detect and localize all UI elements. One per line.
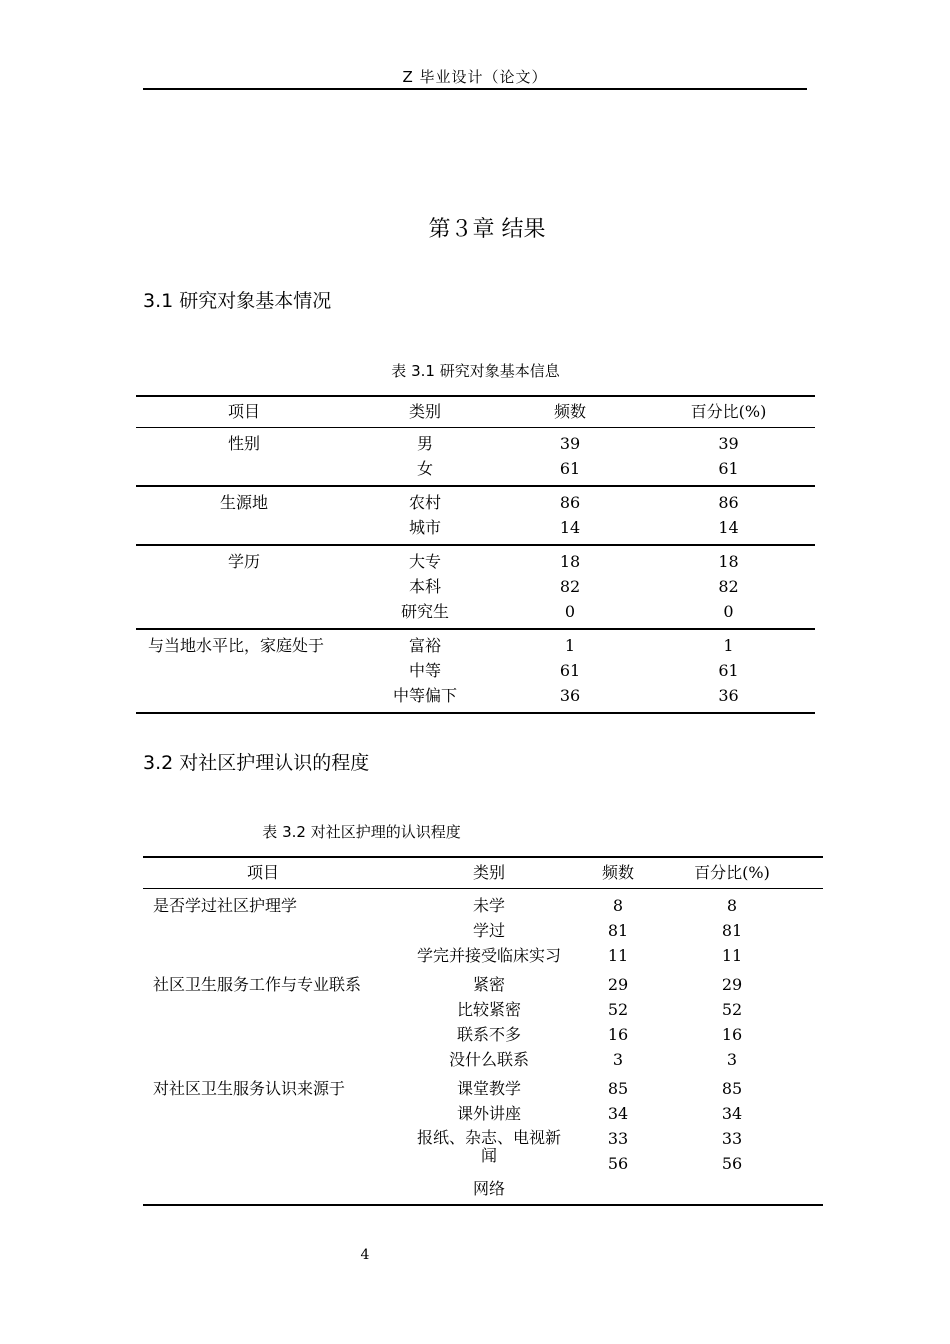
frequency-cell: 0 — [564, 602, 576, 621]
percent-value: 56 — [721, 1154, 743, 1173]
frequency-cell — [595, 1126, 641, 1176]
table-group — [136, 545, 815, 629]
table-3-2 — [143, 856, 823, 1206]
table-row — [136, 599, 815, 629]
table-row — [143, 1126, 823, 1176]
page-number: 4 — [360, 1247, 370, 1263]
percent-cell: 36 — [718, 686, 739, 705]
header-cell: 百分比(%) — [694, 863, 770, 882]
table-row — [143, 889, 823, 919]
category-cell: 本科 — [408, 577, 441, 596]
category-cell: 没什么联系 — [448, 1050, 529, 1069]
table-row — [143, 1072, 823, 1101]
percent-cell: 29 — [721, 975, 743, 994]
percent-cell: 52 — [721, 1000, 743, 1019]
category-cell: 比较紧密 — [456, 1000, 521, 1019]
section-title-3-2: 3.2 对社区护理认识的程度 — [143, 752, 370, 774]
percent-cell: 1 — [723, 636, 734, 655]
category-cell: 中等偏下 — [392, 686, 457, 705]
frequency-cell: 11 — [607, 946, 629, 965]
table-row — [143, 918, 823, 943]
percent-cell: 81 — [721, 921, 743, 940]
header-cell: 类别 — [472, 863, 505, 882]
section-title-3-1: 3.1 研究对象基本情况 — [143, 290, 332, 312]
table-row — [136, 629, 815, 658]
frequency-cell: 29 — [607, 975, 629, 994]
table-row — [143, 1101, 823, 1126]
category-cell: 学过 — [472, 921, 505, 940]
category-cell: 未学 — [472, 896, 505, 915]
table-row — [143, 943, 823, 968]
category-cell: 联系不多 — [456, 1025, 521, 1044]
category-cell: 紧密 — [472, 975, 505, 994]
frequency-cell: 36 — [559, 686, 581, 705]
frequency-value: 33 — [607, 1129, 629, 1148]
item-cell: 对社区卫生服务认识来源于 — [153, 1079, 346, 1098]
header-cell: 项目 — [227, 402, 260, 421]
header-cell: 项目 — [246, 863, 279, 882]
frequency-cell: 86 — [559, 493, 581, 512]
percent-cell: 34 — [721, 1104, 743, 1123]
percent-cell: 16 — [721, 1025, 743, 1044]
frequency-cell: 34 — [607, 1104, 629, 1123]
frequency-cell: 8 — [612, 896, 624, 915]
frequency-cell: 85 — [607, 1079, 629, 1098]
category-cell: 男 — [416, 434, 433, 453]
table-header-row — [136, 396, 815, 428]
category-cell: 女 — [416, 459, 433, 478]
table-caption-3-1: 表 3.1 研究对象基本信息 — [391, 362, 560, 380]
category-cell: 课外讲座 — [456, 1104, 521, 1123]
frequency-cell: 1 — [564, 636, 576, 655]
header-cell: 类别 — [408, 402, 441, 421]
table-row — [143, 997, 823, 1022]
percent-cell: 0 — [723, 602, 734, 621]
page-header: Z 毕业设计（论文） — [402, 68, 548, 86]
table-row — [143, 1047, 823, 1072]
table-group — [136, 629, 815, 713]
table-header-row — [143, 857, 823, 889]
percent-cell: 8 — [726, 896, 738, 915]
percent-cell: 18 — [718, 552, 739, 571]
frequency-cell: 39 — [559, 434, 581, 453]
category-cell: 中等 — [408, 661, 441, 680]
percent-cell: 82 — [718, 577, 739, 596]
percent-cell: 61 — [718, 459, 739, 478]
frequency-cell: 61 — [559, 661, 581, 680]
percent-cell: 86 — [718, 493, 739, 512]
category-cell: 农村 — [408, 493, 441, 512]
percent-cell: 3 — [726, 1050, 738, 1069]
table-group — [136, 486, 815, 545]
item-cell: 性别 — [227, 434, 260, 453]
frequency-cell: 18 — [559, 552, 581, 571]
table-row — [136, 486, 815, 515]
header-rule — [143, 88, 807, 90]
percent-cell — [641, 1126, 823, 1176]
category-text-continued: 闻 — [480, 1146, 497, 1165]
table-row — [136, 428, 815, 457]
table-caption-3-2: 表 3.2 对社区护理的认识程度 — [262, 823, 461, 841]
frequency-cell: 52 — [607, 1000, 629, 1019]
percent-cell: 39 — [718, 434, 739, 453]
category-cell — [383, 1126, 595, 1176]
frequency-cell: 3 — [612, 1050, 624, 1069]
table-row — [143, 968, 823, 997]
table-row — [136, 456, 815, 486]
frequency-cell: 81 — [607, 921, 629, 940]
percent-cell: 61 — [718, 661, 739, 680]
category-cell: 富裕 — [408, 636, 441, 655]
chapter-title: 第３章 结果 — [428, 217, 546, 242]
table-group — [136, 428, 815, 487]
percent-cell: 14 — [718, 518, 739, 537]
table-row — [143, 1022, 823, 1047]
table-row — [136, 574, 815, 599]
frequency-cell: 82 — [559, 577, 581, 596]
header-cell: 百分比(%) — [690, 402, 767, 421]
category-text: 报纸、杂志、电视新 — [416, 1128, 561, 1147]
category-cell: 学完并接受临床实习 — [416, 946, 561, 965]
category-cell: 网络 — [472, 1179, 505, 1198]
header-cell: 频数 — [601, 863, 634, 882]
table-row — [136, 683, 815, 713]
category-cell: 大专 — [408, 552, 441, 571]
item-cell: 社区卫生服务工作与专业联系 — [153, 975, 362, 994]
item-cell: 是否学过社区护理学 — [153, 896, 298, 915]
percent-cell: 85 — [721, 1079, 743, 1098]
category-cell: 城市 — [408, 518, 441, 537]
frequency-cell: 61 — [559, 459, 581, 478]
item-cell: 学历 — [227, 552, 260, 571]
frequency-cell: 14 — [559, 518, 581, 537]
frequency-cell: 16 — [607, 1025, 629, 1044]
category-cell: 研究生 — [400, 602, 449, 621]
percent-value: 33 — [721, 1129, 743, 1148]
table-row — [143, 1176, 823, 1205]
table-row — [136, 515, 815, 545]
percent-cell: 11 — [721, 946, 743, 965]
table-row — [136, 545, 815, 574]
table-body — [143, 889, 823, 1206]
frequency-value: 56 — [607, 1154, 629, 1173]
item-cell: 生源地 — [219, 493, 268, 512]
header-cell: 频数 — [553, 402, 586, 421]
category-cell: 课堂教学 — [456, 1079, 521, 1098]
item-cell: 与当地水平比，家庭处于 — [148, 636, 325, 655]
table-row — [136, 658, 815, 683]
table-3-1 — [136, 395, 815, 714]
